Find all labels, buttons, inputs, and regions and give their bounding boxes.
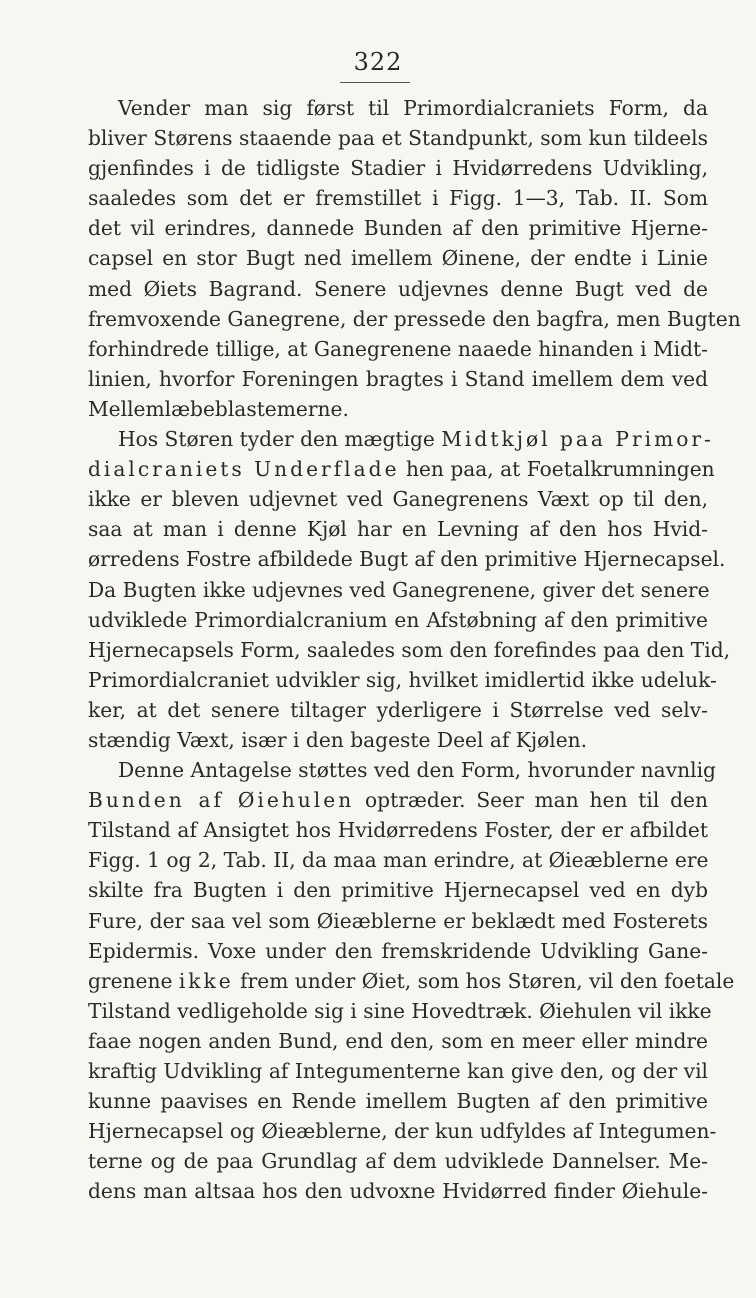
text-line: Hos Støren tyder den mægtige Midtkjøl paa Primor- — [118, 427, 714, 452]
text-line: skilte fra Bugten i den primitive Hjernecapsel ved en dyb — [88, 878, 708, 903]
text-line: Tilstand vedligeholde sig i sine Hovedtræk. Øiehulen vil ikke — [88, 998, 712, 1023]
text-line: det vil erindres, dannede Bunden af den primitive Hjerne- — [88, 216, 708, 241]
text-line: dens man altsaa hos den udvoxne Hvidørred finder Øiehule- — [88, 1179, 708, 1204]
emphasized-text: Midtkjøl paa Primor- — [441, 427, 714, 452]
text-line: terne og de paa Grundlag af dem udviklede Dannelser. Me- — [88, 1149, 708, 1174]
text-line: stændig Væxt, især i den bageste Deel af Kjølen. — [88, 727, 588, 752]
text-line: Da Bugten ikke udjevnes ved Ganegrenene, giver det senere — [88, 577, 710, 602]
page-number-underline — [340, 82, 410, 83]
text-line: Vender man sig først til Primordialcraniets Form, da — [118, 96, 708, 120]
text-line: ikke er bleven udjevnet ved Ganegrenens Væxt op til den, — [88, 487, 708, 512]
text-line: kraftig Udvikling af Integumenterne kan give den, og der vil — [88, 1059, 708, 1083]
text-line: Hjernecapsel og Øieæblerne, der kun udfyldes af Integumen- — [88, 1119, 717, 1144]
text-line: udviklede Primordialcranium en Afstøbning af den primitive — [88, 607, 708, 632]
emphasized-text: dialcraniets Underflade — [88, 457, 400, 482]
text-line: fremvoxende Ganegrene, der pressede den bagfra, men Bugten — [88, 306, 741, 331]
text-line: linien, hvorfor Foreningen bragtes i Stand imellem dem ved — [88, 366, 708, 391]
text-line: dialcraniets Underflade hen paa, at Foetalkrumningen — [88, 457, 715, 482]
text-line: kunne paavises en Rende imellem Bugten af den primitive — [88, 1089, 708, 1114]
text-line: ørredens Fostre afbildede Bugt af den primitive Hjernecapsel. — [88, 547, 726, 572]
text-line: gjenfindes i de tidligste Stadier i Hvidørredens Udvikling, — [88, 156, 708, 181]
text-line: Figg. 1 og 2, Tab. II, da maa man erindre, at Øieæblerne ere — [88, 848, 709, 873]
text-line: saa at man i denne Kjøl har en Levning af den hos Hvid- — [88, 517, 708, 542]
text-line: Hjernecapsels Form, saaledes som den forefindes paa den Tid, — [88, 637, 731, 662]
text-line: faae nogen anden Bund, end den, som en meer eller mindre — [88, 1028, 708, 1053]
text-line: med Øiets Bagrand. Senere udjevnes denne Bugt ved de — [88, 276, 708, 301]
text-line: saaledes som det er fremstillet i Figg. 1—3, Tab. II. Som — [88, 186, 708, 211]
text-line: forhindrede tillige, at Ganegrenene naaede hinanden i Midt- — [88, 336, 708, 361]
text-line: capsel en stor Bugt ned imellem Øinene, der endte i Linie — [88, 246, 708, 271]
text-line: Tilstand af Ansigtet hos Hvidørredens Foster, der er afbildet — [88, 818, 708, 843]
text-line: Mellemlæbeblastemerne. — [88, 396, 349, 421]
text-line: grenene ikke frem under Øiet, som hos Støren, vil den foetale — [88, 968, 735, 993]
text-line: Primordialcraniet udvikler sig, hvilket imidlertid ikke udeluk- — [88, 667, 717, 692]
emphasized-text: ikke — [178, 968, 234, 993]
emphasized-text: Bunden af Øiehulen — [88, 788, 355, 813]
page-number: 322 — [353, 48, 403, 76]
body-text — [88, 93, 741, 1206]
text-line: Epidermis. Voxe under den fremskridende Udvikling Gane- — [88, 938, 708, 963]
text-line: Denne Antagelse støttes ved den Form, hvorunder navnlig — [118, 758, 716, 783]
text-line: Bunden af Øiehulen optræder. Seer man hen til den — [88, 788, 708, 813]
text-line: Fure, der saa vel som Øieæblerne er beklædt med Fosterets — [88, 908, 708, 933]
text-line: ker, at det senere tiltager yderligere i Størrelse ved selv- — [88, 697, 708, 722]
text-line: bliver Størens staaende paa et Standpunkt, som kun tildeels — [88, 126, 708, 151]
